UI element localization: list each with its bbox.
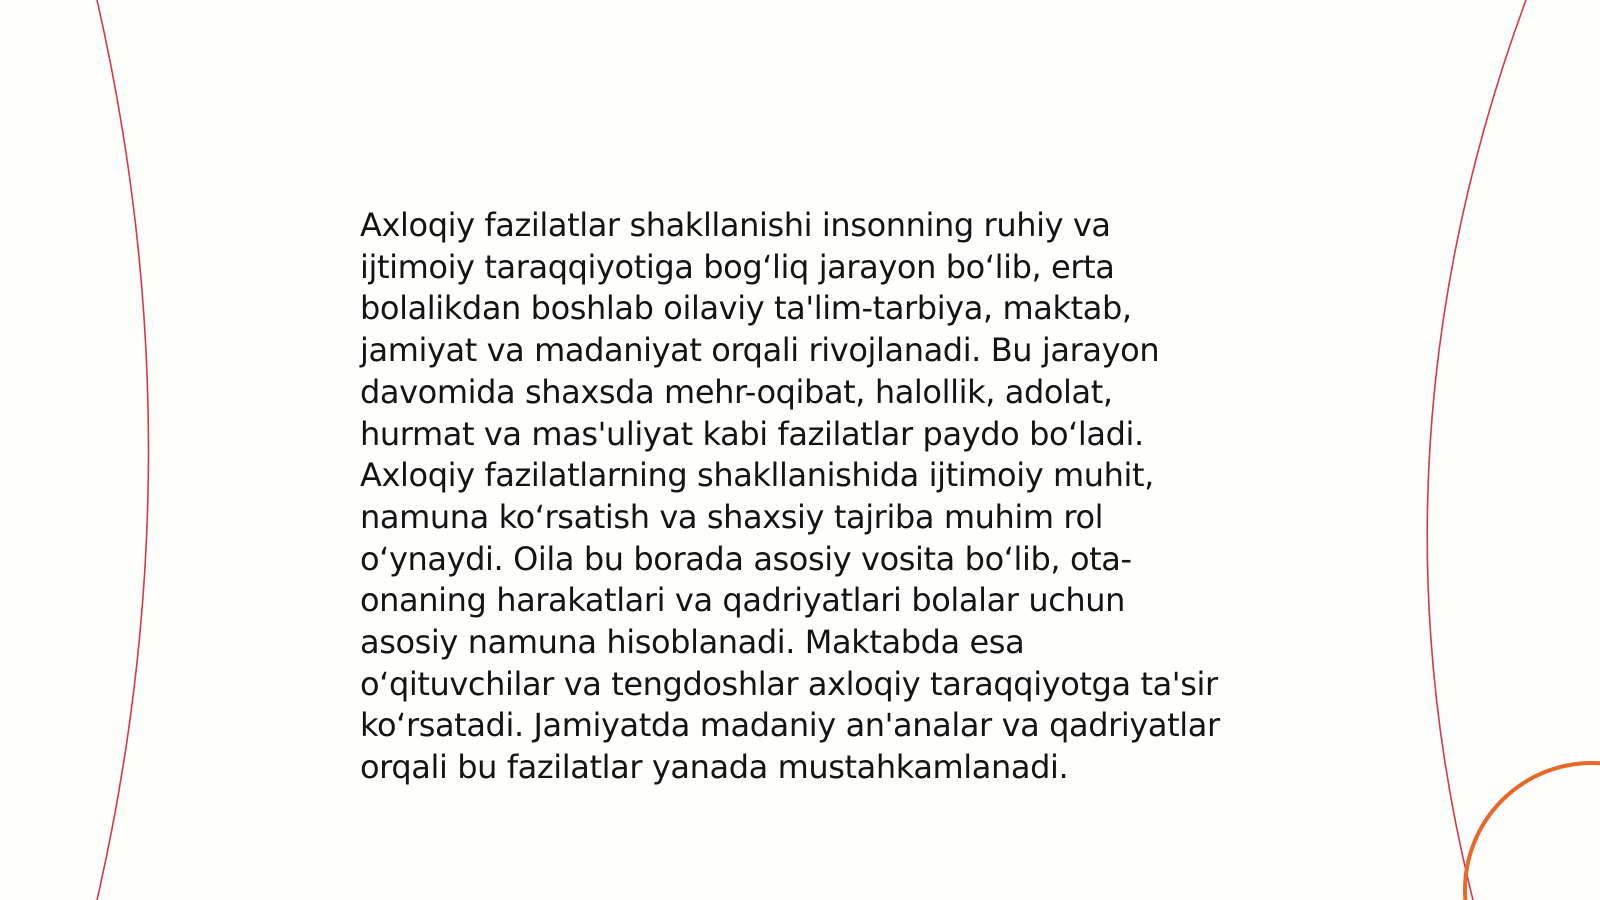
paragraph-line: ko‘rsatadi. Jamiyatda madaniy an'analar va qadriyatlar xyxy=(360,706,1220,745)
body-paragraph xyxy=(360,205,1260,789)
corner-arc xyxy=(1465,763,1600,900)
paragraph-line: o‘ynaydi. Oila bu borada asosiy vosita bo‘lib, ota- xyxy=(360,539,1132,578)
paragraph-line: davomida shaxsda mehr-oqibat, halollik, adolat, xyxy=(360,372,1113,411)
right-curve xyxy=(1427,0,1526,900)
paragraph-line: o‘qituvchilar va tengdoshlar axloqiy taraqqiyotga ta'sir xyxy=(360,664,1218,703)
paragraph-line: hurmat va mas'uliyat kabi fazilatlar paydo bo‘ladi. xyxy=(360,414,1144,453)
paragraph-line: jamiyat va madaniyat orqali rivojlanadi. Bu jarayon xyxy=(360,331,1160,370)
paragraph-line: orqali bu fazilatlar yanada mustahkamlanadi. xyxy=(360,748,1069,787)
paragraph-line: Axloqiy fazilatlarning shakllanishida ijtimoiy muhit, xyxy=(360,456,1154,495)
paragraph-line: bolalikdan boshlab oilaviy ta'lim-tarbiya, maktab, xyxy=(360,289,1132,328)
paragraph-line: asosiy namuna hisoblanadi. Maktabda esa xyxy=(360,623,1025,662)
paragraph-line: Axloqiy fazilatlar shakllanishi insonning ruhiy va xyxy=(360,206,1111,244)
left-curve xyxy=(97,0,149,900)
paragraph-line: ijtimoiy taraqqiyotiga bog‘liq jarayon bo‘lib, erta xyxy=(360,247,1115,286)
paragraph-line: onaning harakatlari va qadriyatlari bolalar uchun xyxy=(360,581,1126,620)
paragraph-line: namuna ko‘rsatish va shaxsiy tajriba muhim rol xyxy=(360,497,1104,536)
